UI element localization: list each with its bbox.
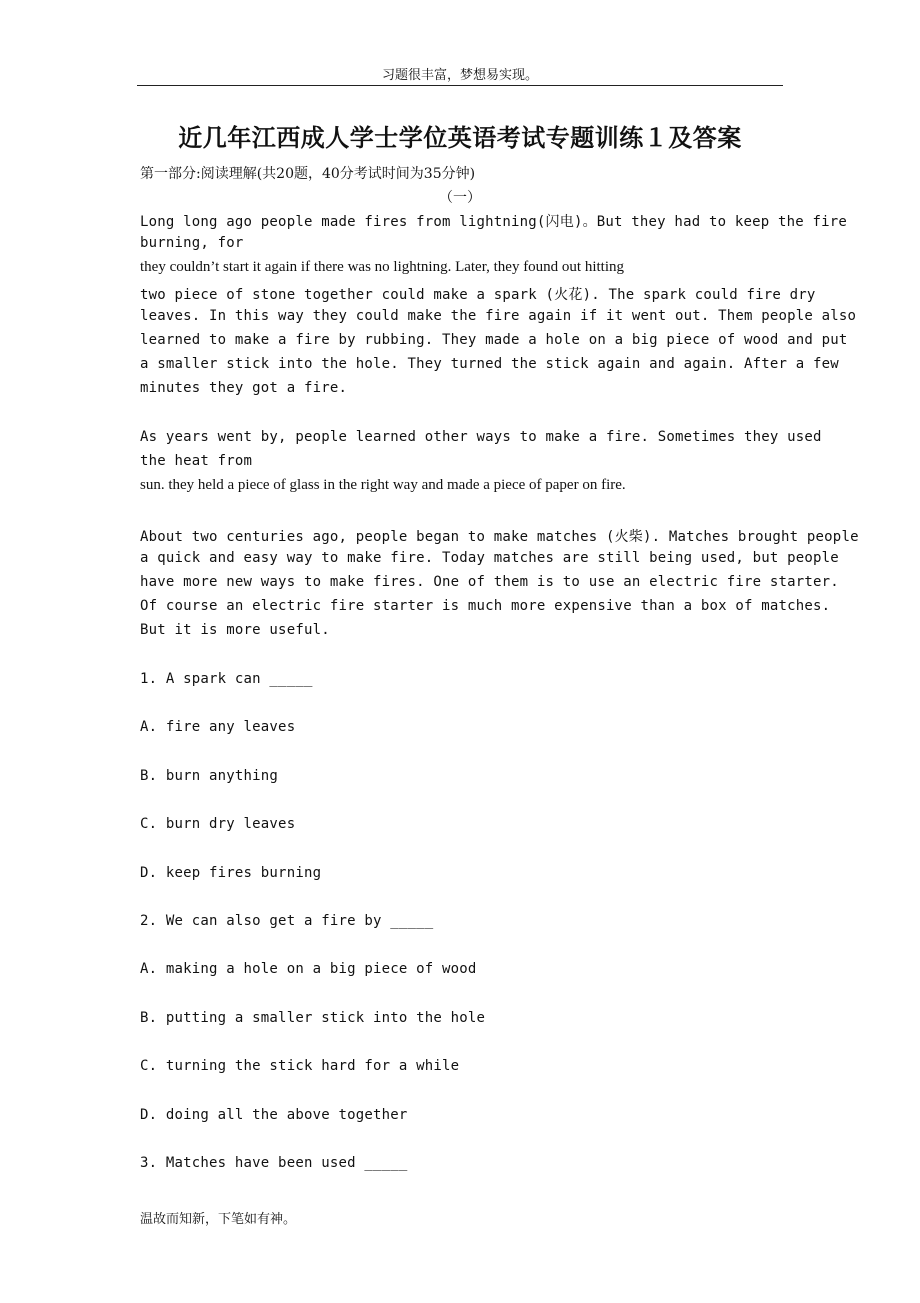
question-stem: 2. We can also get a fire by _____ (140, 913, 434, 929)
answer-option: B. putting a smaller stick into the hole (140, 1010, 486, 1026)
passage-number: （一） (439, 190, 481, 206)
section-heading: 第一部分:阅读理解(共20题，40分考试时间为35分钟) (140, 166, 476, 182)
page-header: 习题很丰富，梦想易实现。 (381, 68, 538, 83)
answer-option: D. doing all the above together (140, 1107, 408, 1123)
passage-line: learned to make a fire by rubbing. They made a hole on a big piece of wood and put (140, 332, 848, 348)
answer-option: A. making a hole on a big piece of wood (140, 961, 477, 977)
passage-line: Of course an electric fire starter is much more expensive than a box of matches. (140, 598, 831, 614)
answer-option: B. burn anything (140, 768, 279, 784)
question-stem: 3. Matches have been used _____ (140, 1155, 408, 1171)
passage-line: As years went by, people learned other ways to make a fire. Sometimes they used (140, 429, 822, 445)
passage-line: minutes they got a fire. (140, 380, 348, 396)
passage-line: sun. they held a piece of glass in the right way and made a piece of paper on fire. (140, 477, 626, 493)
answer-option: A. fire any leaves (140, 719, 296, 735)
passage-line: About two centuries ago, people began to make matches (火柴). Matches brought people (140, 529, 859, 545)
passage-line: a smaller stick into the hole. They turned the stick again and again. After a few (140, 356, 839, 372)
passage-line: Long long ago people made fires from lightning(闪电)。But they had to keep the fire (140, 214, 848, 230)
passage-line: two piece of stone together could make a spark (火花). The spark could fire dry (140, 287, 816, 303)
answer-option: C. turning the stick hard for a while (140, 1058, 460, 1074)
header-divider (137, 85, 783, 86)
document-title: 近几年江西成人学士学位英语考试专题训练１及答案 (178, 123, 742, 152)
passage-line: they couldn’t start it again if there was no lightning. Later, they found out hitting (140, 259, 625, 275)
page-footer: 温故而知新，下笔如有神。 (140, 1212, 297, 1227)
passage-line: burning, for (140, 235, 244, 251)
passage-line: the heat from (140, 453, 253, 469)
passage-line: a quick and easy way to make fire. Today matches are still being used, but people (140, 550, 839, 566)
question-stem: 1. A spark can _____ (140, 671, 313, 687)
answer-option: C. burn dry leaves (140, 816, 296, 832)
passage-line: But it is more useful. (140, 622, 330, 638)
answer-option: D. keep fires burning (140, 865, 322, 881)
passage-line: have more new ways to make fires. One of them is to use an electric fire starter. (140, 574, 839, 590)
passage-line: leaves. In this way they could make the fire again if it went out. Them people also (140, 308, 857, 324)
